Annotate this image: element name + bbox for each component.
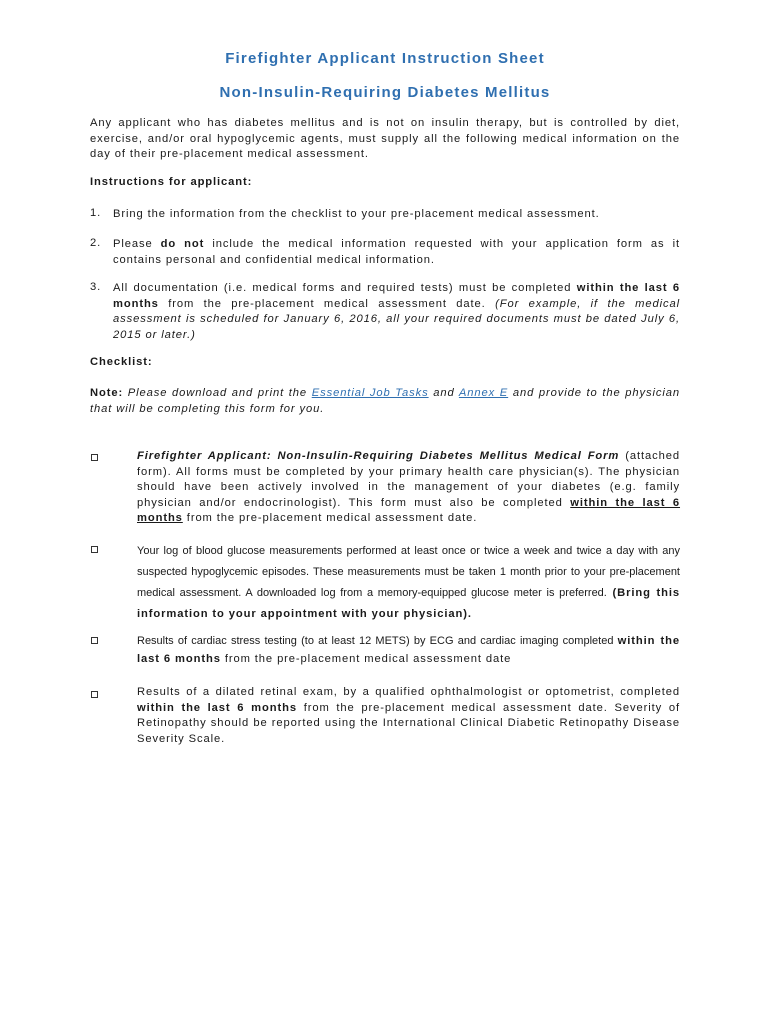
checklist-checkbox-3[interactable] [91,637,98,644]
instruction-item-2: Please do not include the medical information requested with your application form as it contains personal and confidential medical information. [113,238,680,266]
page-subtitle: Non-Insulin-Requiring Diabetes Mellitus [219,84,551,101]
instructions-heading: Instructions for applicant: [90,176,253,188]
instruction-number-1: 1. [90,207,102,219]
checklist-checkbox-1[interactable] [91,454,98,461]
instruction-number-2: 2. [90,237,102,249]
page-title: Firefighter Applicant Instruction Sheet [225,50,545,67]
instruction-number-3: 3. [90,281,102,293]
checklist-heading: Checklist: [90,356,153,368]
checklist-item-3: Results of cardiac stress testing (to at least 12 METS) by ECG and cardiac imaging completed within the last 6 months from the pre-placement medical assessment date [137,635,680,665]
essential-job-tasks-link[interactable]: Essential Job Tasks [311,387,429,399]
annex-e-link[interactable]: Annex E [458,387,509,399]
instruction-item-1: Bring the information from the checklist to your pre-placement medical assessment. [113,208,600,220]
instruction-item-3: All documentation (i.e. medical forms and required tests) must be completed within the last 6 months from the pre-placement medical assessment date. (For example, if the medical assessment is scheduled for January 6, 2016, all your required documents must be dated July 6, 2015 or later.) [113,282,681,341]
checklist-note: Note: Please download and print the Essential Job Tasks and Annex E and provide to the physician that will be completing this form for you. [90,387,681,415]
checklist-checkbox-2[interactable] [91,546,98,553]
checklist-item-1: Firefighter Applicant: Non-Insulin-Requiring Diabetes Mellitus Medical Form (attached form). All forms must be completed by your primary health care physician(s). The physician should have been actively involved in the management of your diabetes (e.g. family physician and/or endocrinologist). This form must also be completed within the last 6 months from the pre-placement medical assessment date. [137,450,681,524]
intro-paragraph: Any applicant who has diabetes mellitus and is not on insulin therapy, but is controlled by diet, exercise, and/or oral hypoglycemic agents, must supply all the following medical information on the day of their pre-placement medical assessment. [90,117,680,160]
checklist-item-2: Your log of blood glucose measurements performed at least once or twice a week and twice a day with any suspected hypoglycemic episodes. These measurements must be taken 1 month prior to your pre-placement medical assessment. A downloaded log from a memory-equipped glucose meter is preferred. (Bring this information to your appointment with your physician). [137,545,680,620]
checklist-checkbox-4[interactable] [91,691,98,698]
checklist-item-4: Results of a dilated retinal exam, by a qualified ophthalmologist or optometrist, completed within the last 6 months from the pre-placement medical assessment date. Severity of Retinopathy should be reported using the International Clinical Diabetic Retinopathy Disease Severity Scale. [137,686,681,745]
